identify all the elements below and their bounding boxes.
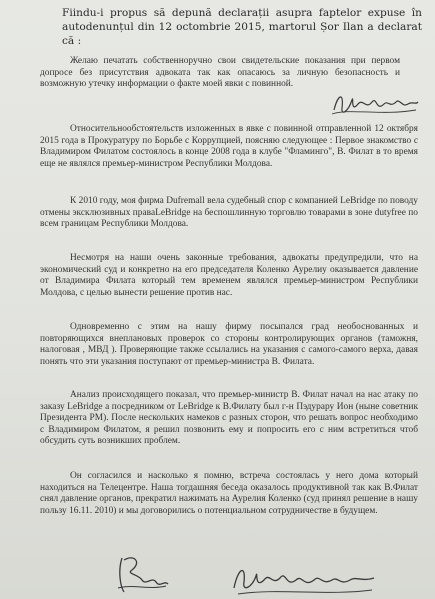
- paragraph-4-text: Несмотря на наши очень законные требования, адвокаты предупредили, что на экономический суд и конкретно на его председателя Коленко Аурелиу оказывается давление от Владимира Филата который тем временем являлся премьер-министром Республики Молдова, с целью вынести решение против нас.: [40, 253, 418, 298]
- paragraph-7: [40, 471, 418, 517]
- paragraph-1-text: Желаю печатать собственноручно свои свидетельские показания при первом допросе без присутствия адвоката так как опасаюсь за личную безопасность и возможную утечку информации о факте моей явки с повинной.: [40, 56, 400, 90]
- paragraph-3: [40, 196, 418, 231]
- paragraph-4: [40, 253, 418, 299]
- paragraph-2: [40, 124, 418, 170]
- paragraph-3-text: К 2010 году, моя фирма Dufremall вела судебный спор с компанией LeBridge по поводу отмены эксклюзивных праваLeBridge на беспошлинную торговлю товарами в зоне dutyfree по всем границам Республики Молдова.: [40, 196, 418, 230]
- paragraph-6-text: Анализ происходящего показал, что премьер-министр В. Филат начал на нас атаку по заказу LeBridge а посредником от LeBridge к В.Филату был г-н Пэдурару Ион (ныне советник Президента РМ). После нескольких намеков с разных сторон, что решать вопрос необходимо с Владимиром Филатом, я решил позвонить ему и попросить его с ним встретиться чтоб обсудить суть возникших проблем.: [40, 390, 418, 447]
- declaration-header: Fiindu-i propus să depună declarații asupra faptelor expuse în autodenunțul din 12 octombrie 2015, martorul Șor Ilan a declarat că :: [62, 7, 422, 47]
- paragraph-6: [40, 390, 418, 448]
- paragraph-2-text: Относительнообстоятельств изложенных в явке с повинной отправленной 12 октября 2015 года в Прокуратуру по Борьбе с Коррупцией, поясняю следующее : Первое знакомство с Владимиром Филатом состоялось в конце 2008 года в клубе "Фламинго", В. Филат в то время еще не являлся премьер-министром Республики Молдова.: [40, 124, 418, 169]
- witness-signature-right: [228, 558, 378, 598]
- handwritten-signature: [330, 86, 420, 120]
- witness-signature-left: [112, 552, 170, 596]
- paragraph-5: [40, 322, 418, 368]
- paragraph-7-text: Он согласился и насколько я помню, встреча состоялась у него дома который находиться на Телецентре. Наша тогдашняя беседа оказалось продуктивной так как В.Филат снял давление органов, прекратил нажимать на Аурелия Коленко (суд принял решение в нашу пользу 16.11. 2010) и мы договорились о потенциальном сотрудничестве в будущем.: [40, 471, 418, 516]
- paragraph-5-text: Одновременно с этим на нашу фирму посыпался град необоснованных и повторяющихся внеплановых проверок со стороны контролирующих органов (таможня, налоговая , МВД ). Проверяющие также ссылались на указания с самого-самого верха, давая понять что эти указания поступают от премьер-министра В. Филата.: [40, 322, 418, 367]
